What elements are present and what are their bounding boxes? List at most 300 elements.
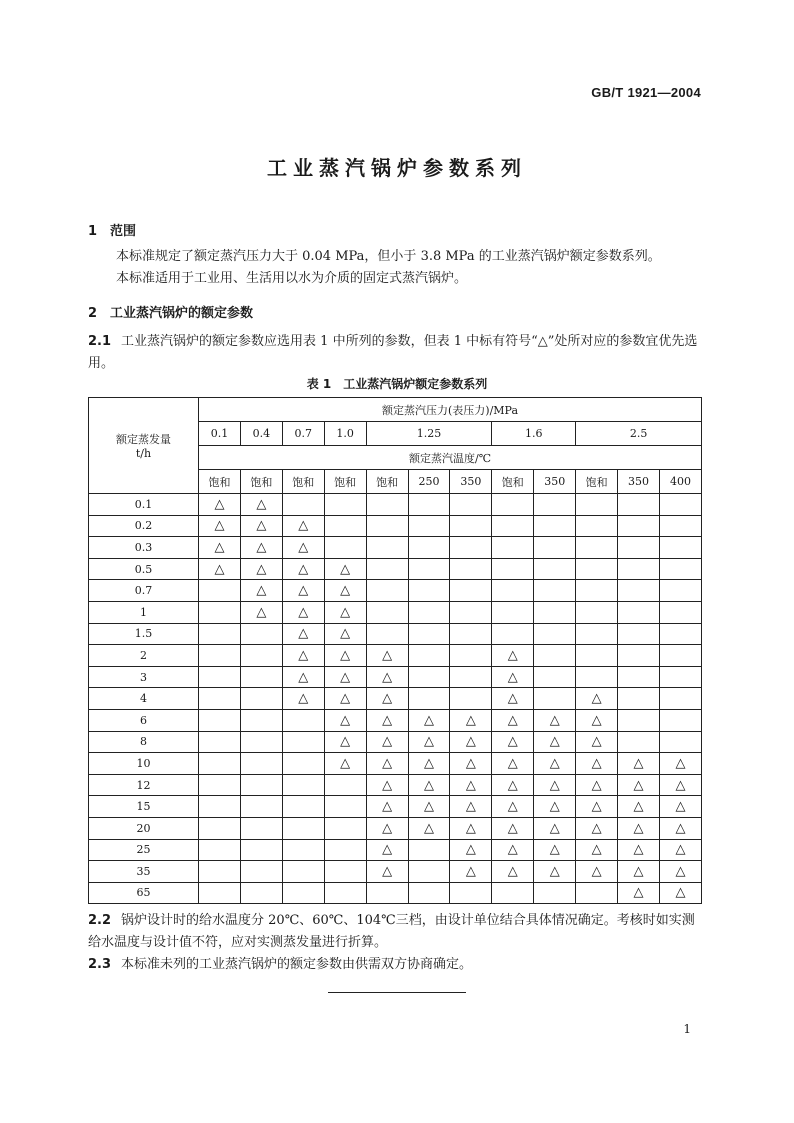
parameter-cell [450,796,492,818]
temperature-cell: 饱和 [240,470,282,494]
table-row [89,817,702,839]
preferred-triangle-icon: △ [633,885,644,901]
table-row [89,709,702,731]
temperature-group-header: 额定蒸汽温度/℃ [199,446,702,470]
parameter-cell [240,515,282,537]
parameter-cell [534,580,576,602]
parameter-cell [324,753,366,775]
table-row [89,861,702,883]
preferred-triangle-icon: △ [507,799,518,815]
capacity-cell: 12 [89,774,199,796]
parameter-cell [659,494,701,516]
parameter-cell [618,558,660,580]
table-row [89,731,702,753]
parameter-cell [324,839,366,861]
parameter-cell [576,558,618,580]
preferred-triangle-icon: △ [591,863,602,879]
parameter-cell [324,494,366,516]
parameter-cell [199,817,241,839]
standard-code: GB/T 1921—2004 [591,85,701,100]
parameter-cell [408,731,450,753]
preferred-triangle-icon: △ [298,539,309,555]
parameter-cell [534,839,576,861]
parameter-cell [618,882,660,904]
parameter-cell [450,601,492,623]
preferred-triangle-icon: △ [549,755,560,771]
parameter-cell [366,558,408,580]
pressure-cell: 1.0 [324,422,366,446]
parameter-cell [450,861,492,883]
parameter-cell [366,753,408,775]
parameter-cell [282,731,324,753]
parameter-cell [240,688,282,710]
parameter-cell [618,861,660,883]
parameter-cell [576,666,618,688]
preferred-triangle-icon: △ [675,755,686,771]
parameter-cell [282,753,324,775]
parameter-cell [534,774,576,796]
parameter-cell [576,753,618,775]
parameter-cell [534,709,576,731]
parameter-cell [450,774,492,796]
clause-2-1-number: 2.1 [88,334,112,349]
boiler-parameters-table [88,397,702,904]
parameter-cell [408,688,450,710]
table-row [89,666,702,688]
preferred-triangle-icon: △ [298,518,309,534]
parameter-cell [618,515,660,537]
capacity-cell: 0.2 [89,515,199,537]
capacity-cell: 4 [89,688,199,710]
parameter-cell [450,645,492,667]
document-title: 工业蒸汽锅炉参数系列 [267,156,527,180]
parameter-cell [240,709,282,731]
preferred-triangle-icon: △ [340,669,351,685]
parameter-cell [324,861,366,883]
preferred-triangle-icon: △ [214,518,225,534]
preferred-triangle-icon: △ [340,561,351,577]
parameter-cell [282,558,324,580]
preferred-triangle-icon: △ [591,842,602,858]
preferred-triangle-icon: △ [214,496,225,512]
preferred-triangle-icon: △ [465,734,476,750]
parameter-cell [492,623,534,645]
parameter-cell [659,688,701,710]
capacity-cell: 0.3 [89,537,199,559]
table-row [89,688,702,710]
parameter-cell [199,623,241,645]
preferred-triangle-icon: △ [591,777,602,793]
clause-2-2-text: 锅炉设计时的给水温度分 20℃、60℃、104℃三档，由设计单位结合具体情况确定。考核时如实测给水温度与设计值不符，应对实测蒸发量进行折算。 [88,913,695,950]
preferred-triangle-icon: △ [298,669,309,685]
capacity-cell: 15 [89,796,199,818]
preferred-triangle-icon: △ [256,583,267,599]
parameter-cell [199,494,241,516]
parameter-cell [659,580,701,602]
parameter-cell [324,796,366,818]
temperature-cell: 饱和 [492,470,534,494]
preferred-triangle-icon: △ [549,712,560,728]
parameter-cell [366,774,408,796]
parameter-cell [366,580,408,602]
parameter-cell [366,623,408,645]
parameter-cell [534,666,576,688]
parameter-cell [450,537,492,559]
parameter-cell [659,882,701,904]
parameter-cell [282,494,324,516]
parameter-cell [659,666,701,688]
preferred-triangle-icon: △ [298,604,309,620]
table-row [89,537,702,559]
parameter-cell [450,753,492,775]
parameter-cell [199,882,241,904]
preferred-triangle-icon: △ [340,691,351,707]
temperature-cell: 饱和 [282,470,324,494]
parameter-cell [659,709,701,731]
parameter-cell [366,796,408,818]
parameter-cell [366,645,408,667]
parameter-cell [534,537,576,559]
parameter-cell [492,580,534,602]
preferred-triangle-icon: △ [549,734,560,750]
parameter-cell [659,817,701,839]
preferred-triangle-icon: △ [382,712,393,728]
parameter-cell [199,515,241,537]
clause-2-3-text: 本标准未列的工业蒸汽锅炉的额定参数由供需双方协商确定。 [121,957,473,972]
parameter-cell [240,817,282,839]
capacity-cell: 0.7 [89,580,199,602]
parameter-cell [618,839,660,861]
parameter-cell [366,666,408,688]
parameter-cell [282,774,324,796]
section-1-title: 范围 [110,224,137,239]
parameter-cell [282,645,324,667]
preferred-triangle-icon: △ [507,669,518,685]
parameter-cell [199,731,241,753]
parameter-cell [199,645,241,667]
preferred-triangle-icon: △ [633,820,644,836]
capacity-header-unit: t/h [135,447,152,460]
parameter-cell [408,623,450,645]
parameter-cell [282,515,324,537]
clause-2-3-number: 2.3 [88,957,112,972]
parameter-cell [492,796,534,818]
preferred-triangle-icon: △ [675,842,686,858]
parameter-cell [282,861,324,883]
preferred-triangle-icon: △ [382,734,393,750]
page-number: 1 [683,1022,691,1036]
parameter-cell [282,537,324,559]
capacity-cell: 0.1 [89,494,199,516]
parameter-cell [324,688,366,710]
preferred-triangle-icon: △ [298,626,309,642]
parameter-cell [450,666,492,688]
parameter-cell [618,666,660,688]
preferred-triangle-icon: △ [591,755,602,771]
section-1-paragraph-1: 本标准规定了额定蒸汽压力大于 0.04 MPa，但小于 3.8 MPa 的工业蒸汽锅炉额定参数系列。 [116,249,661,264]
temperature-cell: 250 [408,470,450,494]
parameter-cell [408,494,450,516]
parameter-cell [492,817,534,839]
capacity-cell: 1.5 [89,623,199,645]
preferred-triangle-icon: △ [633,842,644,858]
parameter-cell [576,731,618,753]
preferred-triangle-icon: △ [591,820,602,836]
preferred-triangle-icon: △ [382,820,393,836]
preferred-triangle-icon: △ [298,691,309,707]
preferred-triangle-icon: △ [507,842,518,858]
preferred-triangle-icon: △ [382,647,393,663]
pressure-group-header: 额定蒸汽压力(表压力)/MPa [199,398,702,422]
parameter-cell [576,494,618,516]
table-row [89,515,702,537]
parameter-cell [240,839,282,861]
preferred-triangle-icon: △ [507,712,518,728]
parameter-cell [324,623,366,645]
parameter-cell [282,839,324,861]
preferred-triangle-icon: △ [507,734,518,750]
pressure-cell: 0.4 [240,422,282,446]
parameter-cell [366,731,408,753]
end-divider [328,992,466,993]
parameter-cell [618,774,660,796]
parameter-cell [659,839,701,861]
parameter-cell [576,601,618,623]
preferred-triangle-icon: △ [465,863,476,879]
parameter-cell [492,558,534,580]
preferred-triangle-icon: △ [214,539,225,555]
parameter-cell [282,580,324,602]
clause-2-2-number: 2.2 [88,913,112,928]
parameter-cell [240,882,282,904]
parameter-cell [492,774,534,796]
preferred-triangle-icon: △ [340,755,351,771]
parameter-cell [534,623,576,645]
capacity-cell: 8 [89,731,199,753]
parameter-cell [408,645,450,667]
preferred-triangle-icon: △ [507,755,518,771]
parameter-cell [324,537,366,559]
parameter-cell [659,731,701,753]
parameter-cell [659,753,701,775]
preferred-triangle-icon: △ [465,755,476,771]
parameter-cell [450,709,492,731]
parameter-cell [199,839,241,861]
section-2-number: 2 [88,306,98,321]
preferred-triangle-icon: △ [340,626,351,642]
table-row [89,882,702,904]
parameter-cell [324,709,366,731]
parameter-cell [450,494,492,516]
table-row [89,796,702,818]
preferred-triangle-icon: △ [675,885,686,901]
parameter-cell [618,494,660,516]
parameter-cell [659,623,701,645]
parameter-cell [324,882,366,904]
parameter-cell [618,709,660,731]
parameter-cell [618,796,660,818]
parameter-cell [450,623,492,645]
capacity-cell: 25 [89,839,199,861]
parameter-cell [576,623,618,645]
preferred-triangle-icon: △ [382,799,393,815]
preferred-triangle-icon: △ [507,863,518,879]
section-1-number: 1 [88,224,98,239]
parameter-cell [659,601,701,623]
preferred-triangle-icon: △ [591,712,602,728]
parameter-cell [324,666,366,688]
parameter-cell [324,774,366,796]
table-row [89,558,702,580]
parameter-cell [282,688,324,710]
preferred-triangle-icon: △ [591,799,602,815]
capacity-cell: 3 [89,666,199,688]
parameter-cell [659,558,701,580]
parameter-cell [408,817,450,839]
parameter-cell [659,515,701,537]
parameter-cell [199,580,241,602]
preferred-triangle-icon: △ [382,691,393,707]
section-1-heading [88,220,136,239]
parameter-cell [659,861,701,883]
clause-2-1 [88,331,706,375]
parameter-cell [366,494,408,516]
parameter-cell [366,515,408,537]
clause-2-2 [88,910,706,954]
preferred-triangle-icon: △ [465,842,476,858]
parameter-cell [659,774,701,796]
parameter-cell [240,494,282,516]
parameter-cell [534,882,576,904]
preferred-triangle-icon: △ [465,820,476,836]
preferred-triangle-icon: △ [507,777,518,793]
table-row [89,774,702,796]
preferred-triangle-icon: △ [423,820,434,836]
parameter-cell [576,645,618,667]
parameter-cell [534,645,576,667]
temperature-cell: 饱和 [199,470,241,494]
preferred-triangle-icon: △ [340,712,351,728]
capacity-header-label: 额定蒸发量 [116,433,171,446]
parameter-cell [618,688,660,710]
preferred-triangle-icon: △ [675,820,686,836]
preferred-triangle-icon: △ [382,669,393,685]
parameter-cell [408,861,450,883]
preferred-triangle-icon: △ [549,863,560,879]
parameter-cell [534,688,576,710]
capacity-column-header [89,398,199,494]
parameter-cell [492,494,534,516]
parameter-cell [534,731,576,753]
preferred-triangle-icon: △ [256,604,267,620]
capacity-cell: 35 [89,861,199,883]
capacity-cell: 20 [89,817,199,839]
preferred-triangle-icon: △ [675,777,686,793]
parameter-cell [534,861,576,883]
parameter-cell [450,580,492,602]
preferred-triangle-icon: △ [549,799,560,815]
parameter-cell [282,882,324,904]
pressure-cell: 1.6 [492,422,576,446]
parameter-cell [492,882,534,904]
parameter-cell [240,796,282,818]
parameter-cell [199,688,241,710]
temperature-cell: 饱和 [366,470,408,494]
parameter-cell [240,558,282,580]
parameter-cell [199,558,241,580]
parameter-cell [240,537,282,559]
parameter-cell [659,796,701,818]
capacity-cell: 2 [89,645,199,667]
parameter-cell [492,861,534,883]
preferred-triangle-icon: △ [633,755,644,771]
preferred-triangle-icon: △ [549,777,560,793]
pressure-cell: 2.5 [576,422,702,446]
parameter-cell [408,839,450,861]
parameter-cell [492,731,534,753]
parameter-cell [492,688,534,710]
parameter-cell [199,601,241,623]
parameter-cell [240,580,282,602]
preferred-triangle-icon: △ [549,842,560,858]
preferred-triangle-icon: △ [465,777,476,793]
parameter-cell [240,753,282,775]
parameter-cell [450,558,492,580]
pressure-cell: 0.7 [282,422,324,446]
parameter-cell [324,580,366,602]
parameter-cell [618,645,660,667]
parameter-cell [240,861,282,883]
parameter-cell [408,515,450,537]
parameter-cell [534,817,576,839]
temperature-cell: 饱和 [324,470,366,494]
parameter-cell [199,709,241,731]
temperature-cell: 饱和 [576,470,618,494]
preferred-triangle-icon: △ [382,777,393,793]
preferred-triangle-icon: △ [340,604,351,620]
preferred-triangle-icon: △ [256,561,267,577]
parameter-cell [408,537,450,559]
table-row [89,580,702,602]
preferred-triangle-icon: △ [507,691,518,707]
parameter-cell [618,537,660,559]
parameter-cell [199,774,241,796]
clause-2-3 [88,954,706,976]
parameter-cell [282,666,324,688]
parameter-cell [492,666,534,688]
parameter-cell [366,861,408,883]
parameter-cell [618,753,660,775]
preferred-triangle-icon: △ [340,583,351,599]
parameter-cell [408,601,450,623]
parameter-cell [240,731,282,753]
preferred-triangle-icon: △ [256,518,267,534]
parameter-cell [408,666,450,688]
preferred-triangle-icon: △ [633,799,644,815]
parameter-cell [576,537,618,559]
parameter-cell [450,731,492,753]
preferred-triangle-icon: △ [340,647,351,663]
table-row [89,839,702,861]
parameter-cell [366,709,408,731]
preferred-triangle-icon: △ [382,863,393,879]
parameter-cell [618,623,660,645]
parameter-cell [282,623,324,645]
preferred-triangle-icon: △ [591,734,602,750]
parameter-cell [576,580,618,602]
parameter-cell [534,494,576,516]
parameter-cell [618,580,660,602]
